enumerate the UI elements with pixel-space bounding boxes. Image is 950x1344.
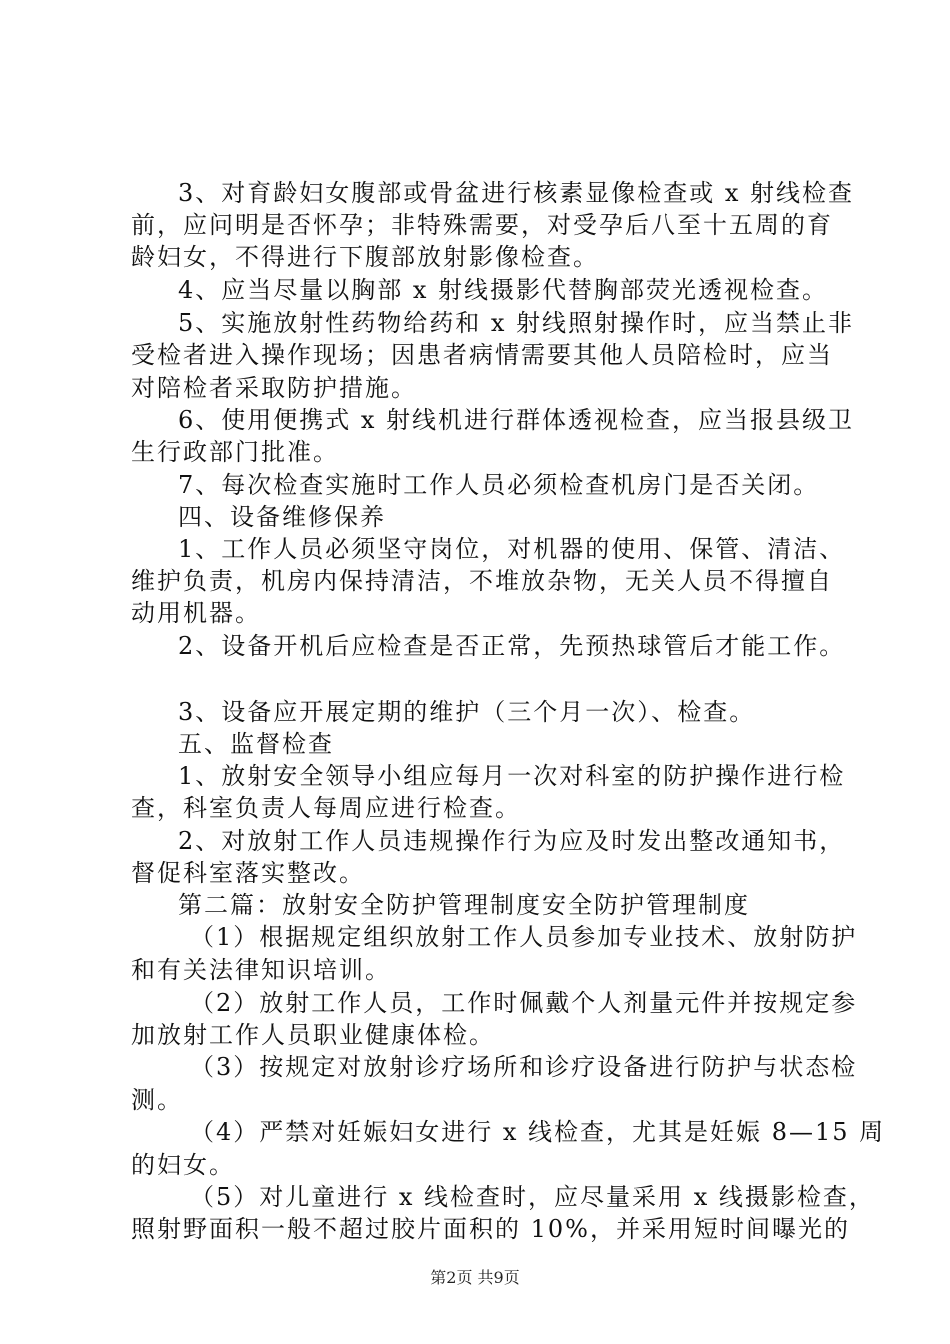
- paragraph-line: 6、使用便携式 x 射线机进行群体透视检查，应当报县级卫: [178, 406, 855, 434]
- paragraph-line: 查，科室负责人每周应进行检查。: [131, 794, 521, 822]
- paragraph-line: 2、对放射工作人员违规操作行为应及时发出整改通知书，: [178, 827, 846, 855]
- paragraph-line: 的妇女。: [131, 1151, 235, 1179]
- paragraph-line: 1、工作人员必须坚守岗位，对机器的使用、保管、清洁、: [178, 535, 846, 563]
- section-heading: 四、设备维修保养: [178, 503, 386, 531]
- paragraph-line: 测。: [131, 1086, 183, 1114]
- chapter-title: 第二篇：放射安全防护管理制度安全防护管理制度: [178, 891, 750, 919]
- paragraph-line: （1）根据规定组织放射工作人员参加专业技术、放射防护: [190, 923, 858, 951]
- paragraph-line: （3）按规定对放射诊疗场所和诊疗设备进行防护与状态检: [190, 1053, 858, 1081]
- section-heading: 五、监督检查: [178, 730, 334, 758]
- paragraph-line: （5）对儿童进行 x 线检查时，应尽量采用 x 线摄影检查，: [190, 1183, 875, 1211]
- paragraph-line: 督促科室落实整改。: [131, 859, 365, 887]
- paragraph-line: 1、放射安全领导小组应每月一次对科室的防护操作进行检: [178, 762, 846, 790]
- paragraph-line: 生行政部门批准。: [131, 438, 339, 466]
- paragraph-line: 3、对育龄妇女腹部或骨盆进行核素显像检查或 x 射线检查: [178, 179, 855, 207]
- page-number-footer: 第2页 共9页: [430, 1268, 520, 1287]
- paragraph-line: 4、应当尽量以胸部 x 射线摄影代替胸部荧光透视检查。: [178, 276, 829, 304]
- paragraph-line: 和有关法律知识培训。: [131, 956, 391, 984]
- paragraph-line: 动用机器。: [131, 599, 261, 627]
- paragraph-line: 3、设备应开展定期的维护（三个月一次）、检查。: [178, 698, 756, 726]
- paragraph-line: 龄妇女，不得进行下腹部放射影像检查。: [131, 243, 599, 271]
- paragraph-line: 照射野面积一般不超过胶片面积的 10%，并采用短时间曝光的: [131, 1215, 850, 1243]
- paragraph-line: （4）严禁对妊娠妇女进行 x 线检查，尤其是妊娠 8—15 周: [190, 1118, 886, 1146]
- paragraph-line: （2）放射工作人员，工作时佩戴个人剂量元件并按规定参: [190, 989, 858, 1017]
- paragraph-line: 加放射工作人员职业健康体检。: [131, 1021, 495, 1049]
- paragraph-line: 对陪检者采取防护措施。: [131, 374, 417, 402]
- paragraph-line: 7、每次检查实施时工作人员必须检查机房门是否关闭。: [178, 471, 820, 499]
- paragraph-line: 维护负责，机房内保持清洁，不堆放杂物，无关人员不得擅自: [131, 567, 833, 595]
- paragraph-line: 受检者进入操作现场；因患者病情需要其他人员陪检时，应当: [131, 341, 833, 369]
- paragraph-line: 5、实施放射性药物给药和 x 射线照射操作时，应当禁止非: [178, 309, 855, 337]
- paragraph-line: 2、设备开机后应检查是否正常，先预热球管后才能工作。: [178, 632, 846, 660]
- paragraph-line: 前，应问明是否怀孕；非特殊需要，对受孕后八至十五周的育: [131, 211, 833, 239]
